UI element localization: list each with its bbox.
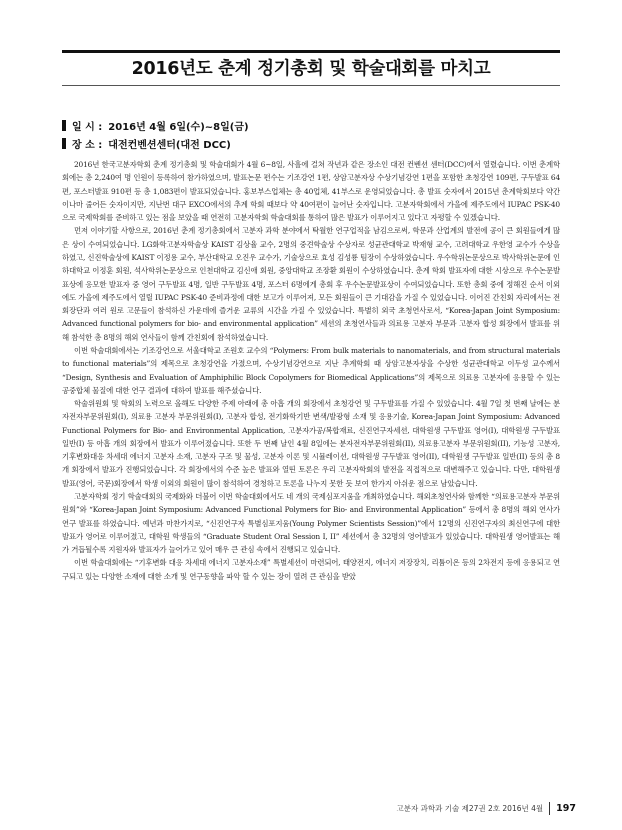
- bullet-bar-icon: [62, 138, 66, 149]
- header-bottom-rule: [62, 85, 560, 86]
- event-place-label: 장 소 :: [72, 139, 103, 151]
- bullet-bar-icon: [62, 120, 66, 131]
- body-paragraph: 먼저 이야기할 사항으로, 2016년 춘계 정기총회에서 고분자 과학 분야에서 탁월한 연구업적을 남김으로써, 학문과 산업계의 발전에 공이 큰 회원들에게 많은 상이 수여되었습니다. LG화학고분자학술상 KAIST 김상율 교수, 2명의 중견학술상 수상자로 성균관대학교 박재형 교수, 고려대학교 우한영 교수가 수상을 하였고, 신진학술상에 KAIST 이정용 교수, 부산대학교 오진우 교수가, 기술상으로 효성 김성룡 팀장이 수상하였습니다. 우수학위논문상으로 박사학위논문에 인하대학교 이정훈 회원, 석사학위논문상으로 인천대학교 김신애 회원, 중앙대학교 조장환 회원이 수상하였습니다. 춘계 학회 발표자에 대한 시상으로 우수논문발표상에 응모한 발표자 중 영어 구두발표 4명, 일반 구두발표 4명, 포스터 6명에게 총회 후 우수논문발표상이 수여되었습니다. 또한 총회 중에 정해진 순서 이외에도 가을에 제주도에서 열릴 IUPAC PSK-40 준비과정에 대한 보고가 이루어져, 모든 회원들이 큰 기대감을 가질 수 있었습니다. 이어진 간친회 자리에서는 전 회장단과 여러 원로 고문들이 참석하신 가운데에 즐거운 교류의 시간을 가질 수 있었습니다. 특별히 외국 초청연사로서, “Korea-Japan Joint Symposium: Advanced functional polymers for bio- and environmental application” 세션의 초청연사들과 의료용 고분자 부문과 고분자 합성 회장에서 발표를 위해 참석한 총 8명의 해외 연사들이 함께 간친회에 참석하였습니다.: [62, 226, 560, 342]
- page-footer: [396, 802, 576, 815]
- event-date-row: [62, 116, 560, 134]
- event-place-value: 대전컨벤션센터(대전 DCC): [108, 139, 231, 151]
- article-header: [62, 50, 560, 86]
- page-number: 197: [556, 803, 576, 814]
- body-paragraph: 이번 학술대회에는 “기후변화 대응 차세대 에너지 고분자소재” 특별세션이 마련되어, 태양전지, 에너지 저장장치, 리튬이온 등의 2차전지 등에 응용되고 연구되고 있는 다양한 소재에 대한 소개 및 연구동향을 파악 할 수 있는 장이 열려 큰 관심을 받았: [62, 558, 560, 581]
- event-date-label: 일 시 :: [72, 121, 103, 133]
- event-info: [62, 116, 560, 152]
- article-body: [62, 158, 560, 583]
- article-title: 2016년도 춘계 정기총회 및 학술대회를 마치고: [131, 59, 491, 79]
- body-paragraph: 2016년 한국고분자학회 춘계 정기총회 및 학술대회가 4월 6~8일, 사흘에 걸쳐 작년과 같은 장소인 대전 컨벤션 센터(DCC)에서 열렸습니다. 이번 춘계학회에는 총 2,240여 명 인원이 등록하여 참가하였으며, 발표논문 편수는 기조강연 1편, 상암고분자상 수상기념강연 1편을 포함한 초청강연 109편, 구두발표 64편, 포스터발표 910편 등 총 1,083편이 발표되었습니다. 홍보부스업체는 총 40업체, 41부스로 운영되었습니다. 총 발표 숫자에서 2015년 춘계학회보다 약간이나마 줄어든 숫자이지만, 지난번 대구 EXCO에서의 추계 학회 때보다 약 40여편이 늘어난 숫자입니다. 고분자학회에서 가을에 제주도에서 IUPAC PSK-40으로 국제학회를 준비하고 있는 점을 보았을 때 연전히 고분자학회 학술대회를 통하여 많은 발표가 이루어지고 있다고 자평할 수 있겠습니다.: [62, 160, 560, 223]
- event-date-value: 2016년 4월 6일(수)~8일(금): [108, 121, 249, 133]
- footer-divider: [549, 802, 550, 815]
- body-paragraph: 고분자학회 정기 학술대회의 국제화와 더불어 이번 학술대회에서도 네 개의 국제심포지움을 개최하였습니다. 해외초청연사와 함께한 “의료용고분자 부문위원회”와 “Korea-Japan Joint Symposium: Advanced Functional Polymers for Bio- and Environmental Application” 등에서 총 8명의 해외 연사가 연구 발표를 하였습니다. 예년과 마찬가지로, “신진연구자 특별심포지움(Young Polymer Scientists Session)”에서 12명의 신진연구자의 최신연구에 대한 발표가 영어로 이루어졌고, 대학원 학생들의 “Graduate Student Oral Session I, II” 세션에서 총 32명의 영어발표가 있었습니다. 대학원생 영어발표는 해가 거듭될수록 지원자와 발표자가 늘어가고 있어 매우 큰 관심 속에서 진행되고 있습니다.: [62, 492, 560, 555]
- body-paragraph: 학술위원회 및 학회의 노력으로 올해도 다양한 주제 아래에 총 아홉 개의 회장에서 초청강연 및 구두발표를 가질 수 있었습니다. 4월 7일 첫 번째 날에는 분자전자부문위원회(I), 의료용 고분자 부문위원회(I), 고분자 합성, 전기화학기반 변색/발광형 소재 및 응용기술, Korea-Japan Joint Symposium: Advanced Functional Polymers for Bio- and Environmental Application, 고분자가공/복합재료, 신진연구자세션, 대학원생 구두발표 영어(I), 대학원생 구두발표 일반(I) 등 아홉 개의 회장에서 발표가 이루어졌습니다. 또한 두 번째 날인 4월 8일에는 분자전자부문위원회(II), 의료용고분자 부문위원회(II), 기능성 고분자, 기후변화대응 차세대 에너지 고분자 소재, 고분자 구조 및 물성, 고분자 이론 및 시뮬레이션, 대학원생 구두발표 영어(II), 대학원생 구두발표 일반(II) 등의 총 8개 회장에서 발표가 진행되었습니다. 각 회장에서의 수준 높은 발표와 열띤 토론은 우리 고분자학회의 발전을 직접적으로 대변해주고 있습니다. 다만, 대학원생 발표(영어, 국문)회장에서 학생 이외의 회원이 많이 참석하여 경청하고 토론을 나누지 못한 듯 보여 한가지 아쉬운 점으로 남았습니다.: [62, 399, 560, 488]
- event-place-row: [62, 134, 560, 152]
- body-paragraph: 이번 학술대회에서는 기조강연으로 서울대학교 조원호 교수의 “Polymers: From bulk materials to nanomaterials, and from structural materials to functional materials”의 제목으로 초청강연을 가졌으며, 수상기념강연으로 지난 추계학회 때 상암고분자상을 수상한 성균관대학교 이두성 교수께서 “Design, Synthesis and Evaluation of Amphiphilic Block Copolymers for Biomedical Applications”의 제목으로 의료용 고분자에 응용할 수 있는 공중합체 물질에 대한 연구 결과에 대하여 발표를 해주셨습니다.: [62, 345, 560, 395]
- journal-citation: 고분자 과학과 기술 제27권 2호 2016년 4월: [396, 804, 544, 813]
